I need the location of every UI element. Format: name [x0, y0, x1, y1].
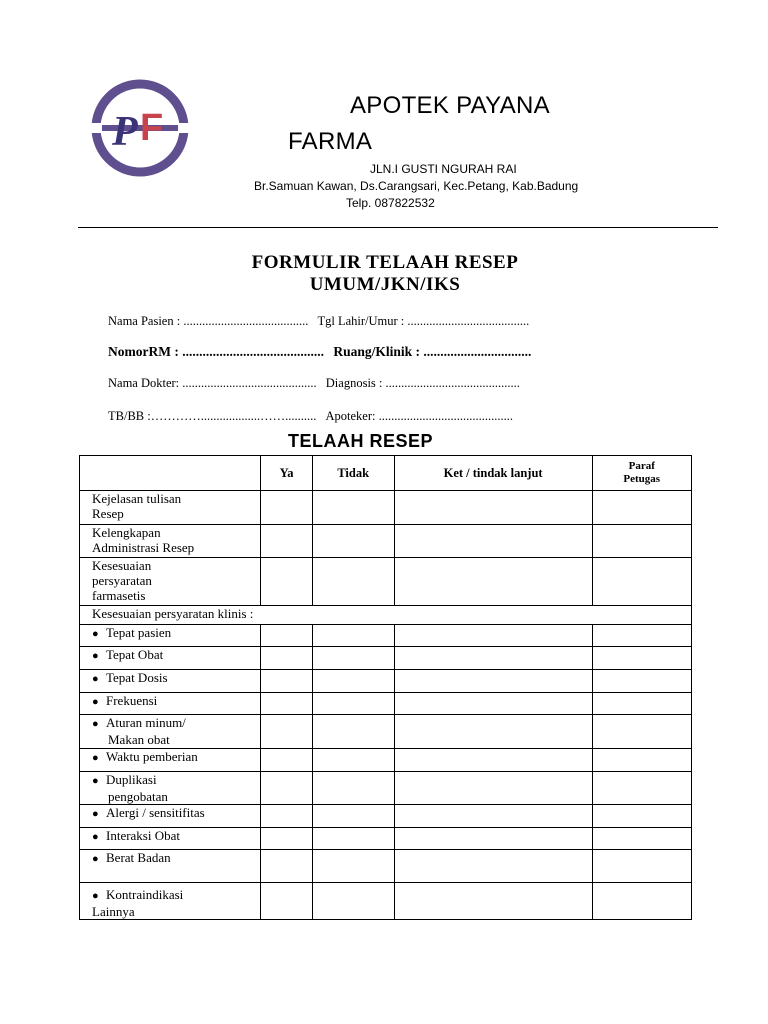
- field-doctor-name[interactable]: Nama Dokter: ...........................................: [108, 376, 317, 390]
- row-label: ● Tepat Dosis: [80, 670, 261, 693]
- row-label: ● Duplikasi pengobatan: [80, 772, 261, 805]
- field-pharmacist[interactable]: Apoteker: ...........................................: [325, 409, 513, 423]
- table-row: [80, 525, 692, 558]
- cell-tidak[interactable]: [312, 850, 394, 883]
- field-row-tbbb: [108, 409, 513, 424]
- cell-tidak[interactable]: [312, 647, 394, 670]
- table-row: [80, 883, 692, 920]
- cell-ket[interactable]: [394, 828, 592, 850]
- cell-ket[interactable]: [394, 850, 592, 883]
- header-item: [80, 456, 261, 491]
- table-row: [80, 491, 692, 525]
- field-height-weight[interactable]: TB/BB :…………...................……..........: [108, 409, 317, 423]
- cell-tidak[interactable]: [312, 525, 394, 558]
- bullet-icon: ●: [92, 752, 99, 764]
- table-row: [80, 558, 692, 606]
- row-label: ● Frekuensi: [80, 693, 261, 715]
- phone-number: Telp. 087822532: [346, 196, 435, 210]
- bullet-icon: ●: [92, 673, 99, 685]
- cell-ya[interactable]: [261, 850, 312, 883]
- header-tidak: Tidak: [312, 456, 394, 491]
- cell-paraf[interactable]: [592, 558, 691, 606]
- bullet-icon: ●: [92, 808, 99, 820]
- bullet-icon: ●: [92, 696, 99, 708]
- address-area: Br.Samuan Kawan, Ds.Carangsari, Kec.Petang, Kab.Badung: [254, 179, 579, 193]
- cell-tidak[interactable]: [312, 883, 394, 920]
- cell-ya[interactable]: [261, 883, 312, 920]
- field-diagnosis[interactable]: Diagnosis : ...........................................: [325, 376, 520, 390]
- cell-ya[interactable]: [261, 715, 312, 749]
- row-label: Kejelasan tulisan Resep: [80, 491, 261, 525]
- cell-paraf[interactable]: [592, 715, 691, 749]
- field-row-rm: [108, 344, 531, 360]
- cell-ket[interactable]: [394, 670, 592, 693]
- field-patient-name[interactable]: Nama Pasien : ........................................: [108, 314, 309, 328]
- cell-ket[interactable]: [394, 647, 592, 670]
- cell-paraf[interactable]: [592, 693, 691, 715]
- cell-paraf[interactable]: [592, 850, 691, 883]
- cell-paraf[interactable]: [592, 491, 691, 525]
- table-row: [80, 850, 692, 883]
- table-row: [80, 715, 692, 749]
- cell-tidak[interactable]: [312, 749, 394, 772]
- cell-ket[interactable]: [394, 558, 592, 606]
- row-label: ● Aturan minum/ Makan obat: [80, 715, 261, 749]
- header-paraf: [592, 456, 691, 491]
- subheader-clinical: Kesesuaian persyaratan klinis :: [80, 606, 692, 625]
- row-label: ● Tepat Obat: [80, 647, 261, 670]
- pharmacy-name-line2: FARMA: [288, 128, 373, 155]
- bullet-icon: ●: [92, 890, 99, 902]
- row-label: Kesesuaian persyaratan farmasetis: [80, 558, 261, 606]
- form-title: [140, 252, 630, 296]
- row-label: ● Alergi / sensitifitas: [80, 805, 261, 828]
- review-table: [79, 455, 692, 920]
- table-row: [80, 805, 692, 828]
- table-header-row: [80, 456, 692, 491]
- bullet-icon: ●: [92, 650, 99, 662]
- bullet-icon: ●: [92, 628, 99, 640]
- field-row-doctor: [108, 376, 520, 391]
- field-medical-record[interactable]: NomorRM : ..........................................: [108, 344, 324, 359]
- table-row: [80, 693, 692, 715]
- cell-tidak[interactable]: [312, 828, 394, 850]
- form-title-line1: FORMULIR TELAAH RESEP: [251, 252, 519, 273]
- field-room-clinic[interactable]: Ruang/Klinik : ................................: [333, 344, 532, 359]
- cell-ket[interactable]: [394, 805, 592, 828]
- table-row: [80, 749, 692, 772]
- cell-tidak[interactable]: [312, 715, 394, 749]
- cell-ya[interactable]: [261, 625, 312, 647]
- table-row: [80, 772, 692, 805]
- bullet-icon: ●: [92, 775, 99, 787]
- address-street: JLN.I GUSTI NGURAH RAI: [370, 162, 517, 176]
- cell-paraf[interactable]: [592, 828, 691, 850]
- row-label: ● Kontraindikasi Lainnya: [80, 883, 261, 920]
- cell-paraf[interactable]: [592, 647, 691, 670]
- cell-ket[interactable]: [394, 491, 592, 525]
- bullet-icon: ●: [92, 853, 99, 865]
- row-label: ● Tepat pasien: [80, 625, 261, 647]
- cell-ket[interactable]: [394, 749, 592, 772]
- table-subheader-row: [80, 606, 692, 625]
- cell-ya[interactable]: [261, 670, 312, 693]
- cell-ya[interactable]: [261, 558, 312, 606]
- cell-tidak[interactable]: [312, 491, 394, 525]
- cell-paraf[interactable]: [592, 749, 691, 772]
- cell-ya[interactable]: [261, 772, 312, 805]
- cell-tidak[interactable]: [312, 693, 394, 715]
- table-row: [80, 625, 692, 647]
- row-label: ● Berat Badan: [80, 850, 261, 883]
- cell-tidak[interactable]: [312, 805, 394, 828]
- logo-f: F: [140, 107, 164, 149]
- cell-paraf[interactable]: [592, 670, 691, 693]
- header-paraf-line1: Paraf: [628, 460, 655, 472]
- cell-ket[interactable]: [394, 883, 592, 920]
- pharmacy-name-line1: APOTEK PAYANA: [350, 92, 550, 119]
- cell-ya[interactable]: [261, 525, 312, 558]
- table-row: [80, 828, 692, 850]
- cell-tidak[interactable]: [312, 772, 394, 805]
- table-row: [80, 647, 692, 670]
- cell-ya[interactable]: [261, 647, 312, 670]
- field-birthdate-age[interactable]: Tgl Lahir/Umur : .......................................: [317, 314, 530, 328]
- bullet-icon: ●: [92, 718, 99, 730]
- logo-p: P: [112, 109, 138, 155]
- cell-paraf[interactable]: [592, 625, 691, 647]
- cell-ya[interactable]: [261, 749, 312, 772]
- cell-paraf[interactable]: [592, 772, 691, 805]
- cell-ket[interactable]: [394, 772, 592, 805]
- bullet-icon: ●: [92, 831, 99, 843]
- cell-paraf[interactable]: [592, 525, 691, 558]
- header-ket: Ket / tindak lanjut: [394, 456, 592, 491]
- pharmacy-logo: [90, 78, 190, 178]
- field-row-patient: [108, 314, 529, 329]
- header-divider: [78, 227, 718, 228]
- header-ya: Ya: [261, 456, 312, 491]
- cell-ket[interactable]: [394, 625, 592, 647]
- header-paraf-line2: Petugas: [623, 473, 661, 485]
- section-title: TELAAH RESEP: [288, 431, 434, 451]
- cell-ya[interactable]: [261, 828, 312, 850]
- cell-paraf[interactable]: [592, 883, 691, 920]
- cell-ya[interactable]: [261, 805, 312, 828]
- row-label: ● Interaksi Obat: [80, 828, 261, 850]
- row-label: Kelengkapan Administrasi Resep: [80, 525, 261, 558]
- form-title-line2: UMUM/JKN/IKS: [309, 274, 461, 295]
- row-label: ● Waktu pemberian: [80, 749, 261, 772]
- cell-tidak[interactable]: [312, 670, 394, 693]
- cell-tidak[interactable]: [312, 625, 394, 647]
- cell-ket[interactable]: [394, 525, 592, 558]
- cell-ket[interactable]: [394, 693, 592, 715]
- cell-ya[interactable]: [261, 491, 312, 525]
- cell-tidak[interactable]: [312, 558, 394, 606]
- cell-ya[interactable]: [261, 693, 312, 715]
- table-row: [80, 670, 692, 693]
- cell-ket[interactable]: [394, 715, 592, 749]
- cell-paraf[interactable]: [592, 805, 691, 828]
